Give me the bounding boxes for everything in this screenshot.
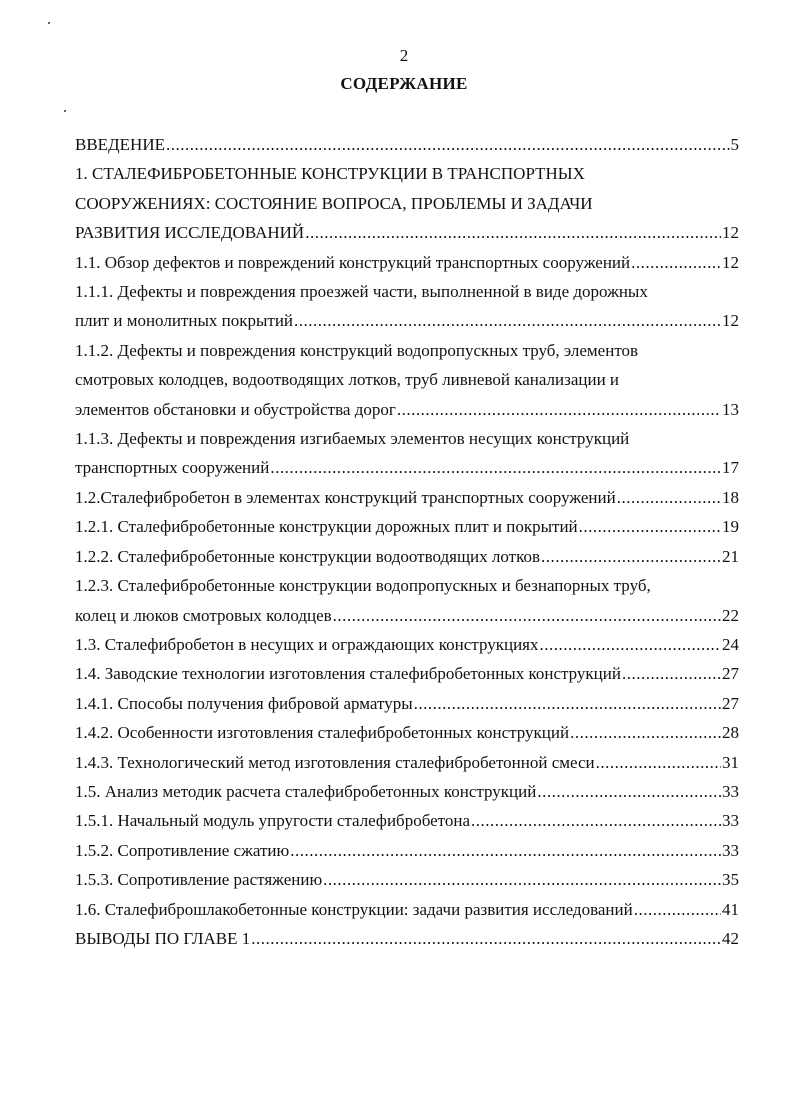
toc-entry-text: 1. СТАЛЕФИБРОБЕТОННЫЕ КОНСТРУКЦИИ В ТРАНСПОРТНЫХ <box>75 164 585 184</box>
toc-page-number: 24 <box>722 634 739 654</box>
dot-leader <box>634 895 721 924</box>
dot-leader <box>631 248 721 277</box>
toc-page-number: 27 <box>722 664 739 684</box>
toc-page-number: 13 <box>722 399 739 419</box>
dot-leader <box>166 130 730 159</box>
dot-leader <box>270 453 721 482</box>
toc-page-number: 41 <box>722 899 739 919</box>
toc-entry-text: РАЗВИТИЯ ИССЛЕДОВАНИЙ <box>75 223 305 243</box>
toc-entry[interactable] <box>75 542 739 571</box>
dot-leader <box>333 601 721 630</box>
page-number: 2 <box>399 46 409 65</box>
toc-entry-text: 1.2.1. Сталефибробетонные конструкции дорожных плит и покрытий <box>75 517 578 537</box>
dot-leader <box>596 748 721 777</box>
dot-leader <box>617 483 721 512</box>
toc-entry-text: 1.1.3. Дефекты и повреждения изгибаемых элементов несущих конструкций <box>75 429 630 449</box>
dot-leader <box>537 777 721 806</box>
dot-leader <box>471 806 721 835</box>
toc-page-number: 17 <box>722 458 739 478</box>
dot-leader <box>323 865 721 894</box>
dot-leader <box>251 924 721 953</box>
toc-page-number: 21 <box>722 546 739 566</box>
dot-leader <box>540 630 722 659</box>
toc-entry[interactable] <box>75 659 739 688</box>
scan-speck <box>64 110 66 112</box>
toc-entry[interactable] <box>75 924 739 953</box>
toc-entry-text: СООРУЖЕНИЯХ: СОСТОЯНИЕ ВОПРОСА, ПРОБЛЕМЫ И ЗАДАЧИ <box>75 193 593 213</box>
toc-entry[interactable] <box>75 424 739 483</box>
toc-entry[interactable] <box>75 865 739 894</box>
toc-page-number: 18 <box>722 487 739 507</box>
toc-entry[interactable] <box>75 571 739 630</box>
toc-entry-text: 1.4.2. Особенности изготовления сталефибробетонных конструкций <box>75 723 570 743</box>
toc-entry-text: 1.6. Сталефиброшлакобетонные конструкции: задачи развития исследований <box>75 899 633 919</box>
toc-entry-text: 1.2.Сталефибробетон в элементах конструкций транспортных сооружений <box>75 487 616 507</box>
toc-entry-text: транспортных сооружений <box>75 458 270 478</box>
toc-page-number: 28 <box>722 723 739 743</box>
toc-entry[interactable] <box>75 630 739 659</box>
toc-entry[interactable] <box>75 777 739 806</box>
dot-leader <box>541 542 721 571</box>
toc-entry-text: элементов обстановки и обустройства дорог <box>75 399 396 419</box>
toc-page-number: 33 <box>722 811 739 831</box>
toc-page-number: 31 <box>722 752 739 772</box>
scan-speck <box>48 22 50 24</box>
toc-entry-text: колец и люков смотровых колодцев <box>75 605 332 625</box>
toc-entry-text: 1.4.1. Способы получения фибровой арматуры <box>75 693 413 713</box>
toc-entry[interactable] <box>75 748 739 777</box>
toc-entry[interactable] <box>75 336 739 424</box>
toc-page-number: 12 <box>722 252 739 272</box>
toc-page-number: 19 <box>722 517 739 537</box>
toc-entry-text: 1.5.2. Сопротивление сжатию <box>75 840 290 860</box>
toc-entry-text: 1.1. Обзор дефектов и повреждений конструкций транспортных сооружений <box>75 252 631 272</box>
toc-entry-text: ВВЕДЕНИЕ <box>75 135 165 154</box>
toc-page-number: 33 <box>722 781 739 801</box>
toc-entry-text: ВЫВОДЫ ПО ГЛАВЕ 1 <box>75 928 251 948</box>
toc-page-number: 22 <box>722 605 739 625</box>
toc-entry-text: 1.1.1. Дефекты и повреждения проезжей части, выполненной в виде дорожных <box>75 282 648 302</box>
toc-entry[interactable] <box>75 895 739 924</box>
toc-entry[interactable] <box>75 483 739 512</box>
toc-entry-text: 1.1.2. Дефекты и повреждения конструкций водопропускных труб, элементов <box>75 340 639 360</box>
toc-entry[interactable] <box>75 159 739 247</box>
toc-page-number: 12 <box>722 311 739 331</box>
table-of-contents <box>75 130 739 953</box>
dot-leader <box>414 689 721 718</box>
toc-page-number: 12 <box>722 223 739 243</box>
toc-entry[interactable] <box>75 718 739 747</box>
dot-leader <box>294 306 721 335</box>
dot-leader <box>579 512 721 541</box>
toc-page-number: 35 <box>722 870 739 890</box>
toc-entry-text: 1.5.1. Начальный модуль упругости сталефибробетона <box>75 811 471 831</box>
toc-entry-text: 1.4. Заводские технологии изготовления сталефибробетонных конструкций <box>75 664 621 684</box>
toc-entry[interactable] <box>75 836 739 865</box>
toc-page-number: 42 <box>722 928 739 948</box>
toc-entry-text: 1.3. Сталефибробетон в несущих и ограждающих конструкциях <box>75 634 539 654</box>
toc-entry-text: 1.2.2. Сталефибробетонные конструкции водоотводящих лотков <box>75 546 541 566</box>
toc-entry[interactable] <box>75 130 739 159</box>
toc-entry-text: смотровых колодцев, водоотводящих лотков, труб ливневой канализации и <box>75 370 620 390</box>
toc-entry-text: 1.2.3. Сталефибробетонные конструкции водопропускных и безнапорных труб, <box>75 576 651 596</box>
page-title: СОДЕРЖАНИЕ <box>340 74 468 93</box>
dot-leader <box>290 836 721 865</box>
toc-page-number: 33 <box>722 840 739 860</box>
toc-entry[interactable] <box>75 806 739 835</box>
dot-leader <box>305 218 721 247</box>
dot-leader <box>397 395 721 424</box>
toc-page-number: 5 <box>730 135 739 154</box>
dot-leader <box>570 718 721 747</box>
toc-entry-text: 1.4.3. Технологический метод изготовления сталефибробетонной смеси <box>75 752 595 772</box>
toc-entry[interactable] <box>75 248 739 277</box>
toc-entry-text: 1.5. Анализ методик расчета сталефибробетонных конструкций <box>75 781 537 801</box>
toc-page-number: 27 <box>722 693 739 713</box>
toc-entry-text: плит и монолитных покрытий <box>75 311 294 331</box>
toc-entry[interactable] <box>75 689 739 718</box>
toc-entry-text: 1.5.3. Сопротивление растяжению <box>75 870 323 890</box>
toc-entry[interactable] <box>75 277 739 336</box>
dot-leader <box>622 659 721 688</box>
toc-entry[interactable] <box>75 512 739 541</box>
